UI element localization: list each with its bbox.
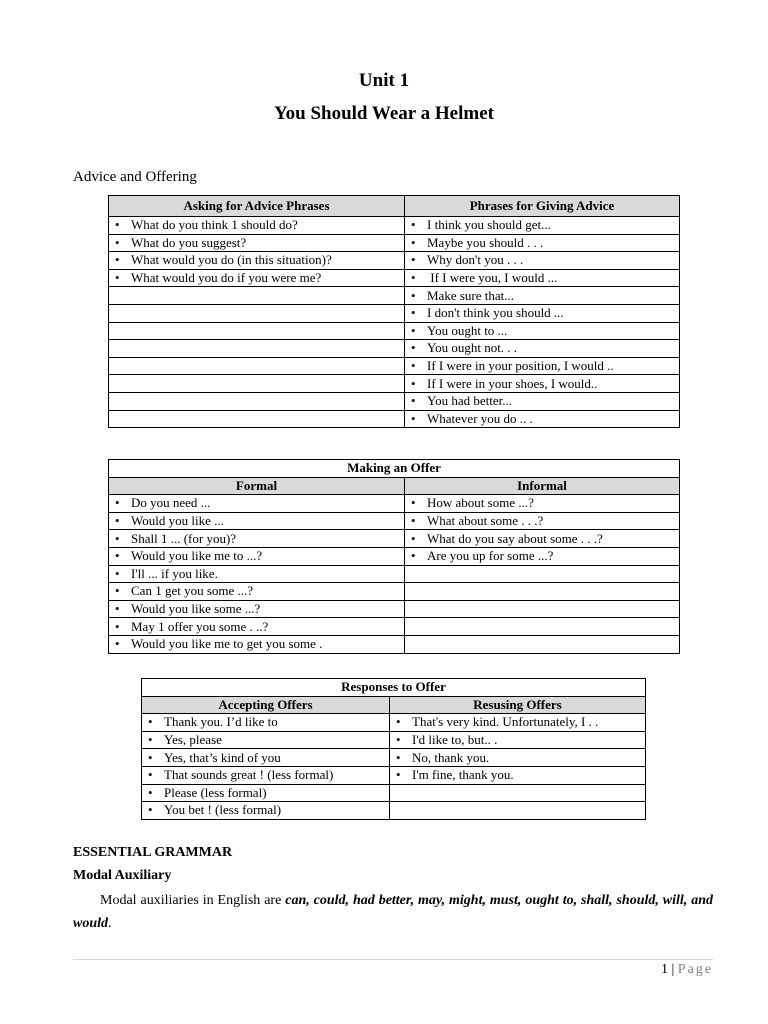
bullet-icon: • [411, 548, 416, 564]
bullet-icon: • [148, 749, 153, 765]
bullet-icon: • [148, 784, 153, 800]
advice-phrases-table [108, 195, 680, 428]
making-offer-table [108, 459, 680, 654]
table-cell [405, 635, 680, 653]
phrase-text: Can 1 get you some ...? [131, 583, 254, 599]
phrase-text: Why don't you . . . [427, 252, 524, 268]
table-cell [405, 375, 680, 393]
phrase-text: You ought not. . . [427, 340, 518, 356]
table-caption: Making an Offer [109, 460, 680, 478]
table-row [109, 635, 680, 653]
table-caption: Responses to Offer [142, 679, 646, 697]
phrase-text: You bet ! (less formal) [164, 802, 282, 818]
table-cell [390, 714, 646, 732]
responses-to-offer-table [141, 678, 646, 820]
modal-auxiliary-heading: Modal Auxiliary [73, 868, 172, 883]
phrase-text: I don't think you should ... [427, 305, 564, 321]
phrase-text: Would you like some ...? [131, 601, 261, 617]
table-cell [109, 618, 405, 636]
phrase-text: If I were you, I would ... [427, 270, 558, 286]
table-cell [390, 802, 646, 820]
phrase-text: What about some . . .? [427, 513, 544, 529]
table-cell [405, 495, 680, 513]
phrase-text: Would you like me to ...? [131, 548, 263, 564]
bullet-icon: • [396, 732, 401, 748]
bullet-icon: • [115, 565, 120, 581]
table-cell [405, 410, 680, 428]
table-cell [142, 749, 390, 767]
page-footer [661, 962, 713, 978]
modal-list: can, could, had better, may, might, must, ought to, shall, should, will, and would [73, 893, 714, 931]
table-cell [109, 340, 405, 358]
page-word: Page [677, 962, 713, 977]
column-header: Accepting Offers [142, 696, 390, 714]
phrase-text: That's very kind. Unfortunately, I . . [412, 714, 599, 730]
bullet-icon: • [396, 749, 401, 765]
table-row [109, 304, 680, 322]
page-subtitle: You Should Wear a Helmet [274, 103, 494, 124]
table-cell [405, 600, 680, 618]
bullet-icon: • [411, 217, 416, 233]
table-cell [109, 357, 405, 375]
table-cell [109, 530, 405, 548]
phrase-text: What do you suggest? [131, 234, 247, 250]
bullet-icon: • [115, 495, 120, 511]
bullet-icon: • [411, 252, 416, 268]
phrase-text: What do you think 1 should do? [131, 217, 298, 233]
bullet-icon: • [411, 375, 416, 391]
table-row [109, 512, 680, 530]
table-row [142, 749, 646, 767]
bullet-icon: • [411, 322, 416, 338]
phrase-text: Would you like ... [131, 513, 224, 529]
table-row [109, 547, 680, 565]
table-row [109, 600, 680, 618]
table-cell [405, 340, 680, 358]
table-row [109, 583, 680, 601]
phrase-text: I'll ... if you like. [131, 565, 218, 581]
table-cell [109, 495, 405, 513]
table-cell [405, 565, 680, 583]
bullet-icon: • [411, 495, 416, 511]
table-cell [109, 635, 405, 653]
table-cell [390, 731, 646, 749]
table-row [109, 392, 680, 410]
table-row [142, 766, 646, 784]
bullet-icon: • [411, 305, 416, 321]
table-row [109, 495, 680, 513]
table-row [109, 565, 680, 583]
table-cell [142, 766, 390, 784]
table-cell [142, 714, 390, 732]
phrase-text: Yes, that’s kind of you [164, 749, 281, 765]
bullet-icon: • [411, 393, 416, 409]
grammar-heading: ESSENTIAL GRAMMAR [73, 845, 233, 860]
table-cell [405, 392, 680, 410]
table-cell [405, 618, 680, 636]
table-cell [109, 252, 405, 270]
table-cell [405, 269, 680, 287]
phrase-text: If I were in your shoes, I would.. [427, 375, 598, 391]
phrase-text: That sounds great ! (less formal) [164, 767, 334, 783]
footer-divider [73, 959, 713, 960]
bullet-icon: • [411, 340, 416, 356]
footer-separator: | [671, 962, 675, 977]
section-label: Advice and Offering [73, 169, 197, 185]
column-header: Formal [109, 477, 405, 495]
page-title: Unit 1 [358, 70, 410, 91]
table-cell [390, 749, 646, 767]
bullet-icon: • [396, 714, 401, 730]
table-cell [109, 512, 405, 530]
table-cell [405, 217, 680, 235]
table-cell [109, 600, 405, 618]
bullet-icon: • [115, 636, 120, 652]
table-cell [405, 583, 680, 601]
table-row [109, 530, 680, 548]
phrase-text: You had better... [427, 393, 512, 409]
bullet-icon: • [148, 714, 153, 730]
table-cell [405, 512, 680, 530]
phrase-text: Make sure that... [427, 287, 515, 303]
table-cell [109, 234, 405, 252]
bullet-icon: • [411, 270, 416, 286]
table-cell [142, 784, 390, 802]
phrase-text: Would you like me to get you some . [131, 636, 323, 652]
table-cell [390, 766, 646, 784]
phrase-text: Please (less formal) [164, 784, 267, 800]
table-cell [405, 304, 680, 322]
table-row [109, 252, 680, 270]
table-row [109, 618, 680, 636]
table-cell [109, 392, 405, 410]
phrase-text: I'm fine, thank you. [412, 767, 514, 783]
table-row [109, 217, 680, 235]
column-header: Resusing Offers [390, 696, 646, 714]
table-cell [109, 322, 405, 340]
phrase-text: I think you should get... [427, 217, 551, 233]
table-row [109, 410, 680, 428]
table-cell [109, 375, 405, 393]
phrase-text: Shall 1 ... (for you)? [131, 530, 237, 546]
column-header: Asking for Advice Phrases [109, 196, 405, 217]
table-cell [405, 357, 680, 375]
phrase-text: You ought to ... [427, 322, 508, 338]
bullet-icon: • [115, 583, 120, 599]
table-row [109, 287, 680, 305]
phrase-text: What would you do (in this situation)? [131, 252, 332, 268]
bullet-icon: • [396, 767, 401, 783]
phrase-text: If I were in your position, I would .. [427, 358, 614, 374]
phrase-text: Do you need ... [131, 495, 211, 511]
table-cell [405, 252, 680, 270]
phrase-text: I'd like to, but.. . [412, 732, 498, 748]
phrase-text: Maybe you should . . . [427, 234, 544, 250]
table-row [109, 340, 680, 358]
column-header: Phrases for Giving Advice [405, 196, 680, 217]
table-cell [109, 583, 405, 601]
table-row [142, 731, 646, 749]
bullet-icon: • [115, 548, 120, 564]
table-cell [405, 530, 680, 548]
table-row [109, 357, 680, 375]
phrase-text: What do you say about some . . .? [427, 530, 603, 546]
table-cell [109, 269, 405, 287]
table-row [142, 784, 646, 802]
table-cell [405, 287, 680, 305]
table-cell [142, 731, 390, 749]
modal-paragraph [73, 889, 713, 935]
bullet-icon: • [115, 530, 120, 546]
table-row [142, 714, 646, 732]
paragraph-end: . [108, 916, 112, 931]
table-cell [142, 802, 390, 820]
bullet-icon: • [148, 767, 153, 783]
table-row [109, 234, 680, 252]
bullet-icon: • [411, 530, 416, 546]
table-cell [390, 784, 646, 802]
bullet-icon: • [115, 513, 120, 529]
bullet-icon: • [115, 234, 120, 250]
phrase-text: No, thank you. [412, 749, 490, 765]
table-row [109, 322, 680, 340]
table-cell [405, 322, 680, 340]
table-cell [109, 565, 405, 583]
table-cell [109, 547, 405, 565]
column-header: Informal [405, 477, 680, 495]
table-cell [405, 234, 680, 252]
phrase-text: Thank you. I’d like to [164, 714, 278, 730]
bullet-icon: • [148, 802, 153, 818]
table-row [109, 375, 680, 393]
phrase-text: What would you do if you were me? [131, 270, 322, 286]
bullet-icon: • [411, 410, 416, 426]
bullet-icon: • [115, 618, 120, 634]
bullet-icon: • [411, 234, 416, 250]
bullet-icon: • [115, 601, 120, 617]
phrase-text: May 1 offer you some . ..? [131, 618, 269, 634]
bullet-icon: • [148, 732, 153, 748]
page-number: 1 [660, 962, 668, 977]
table-cell [109, 217, 405, 235]
bullet-icon: • [411, 513, 416, 529]
table-row [109, 269, 680, 287]
table-cell [109, 304, 405, 322]
phrase-text: Yes, please [164, 732, 222, 748]
bullet-icon: • [411, 358, 416, 374]
bullet-icon: • [115, 217, 120, 233]
bullet-icon: • [411, 287, 416, 303]
table-cell [109, 410, 405, 428]
table-cell [109, 287, 405, 305]
phrase-text: How about some ...? [427, 495, 534, 511]
phrase-text: Are you up for some ...? [427, 548, 554, 564]
phrase-text: Whatever you do .. . [427, 410, 533, 426]
table-cell [405, 547, 680, 565]
bullet-icon: • [115, 270, 120, 286]
bullet-icon: • [115, 252, 120, 268]
table-row [142, 802, 646, 820]
paragraph-text: Modal auxiliaries in English are [100, 893, 286, 908]
